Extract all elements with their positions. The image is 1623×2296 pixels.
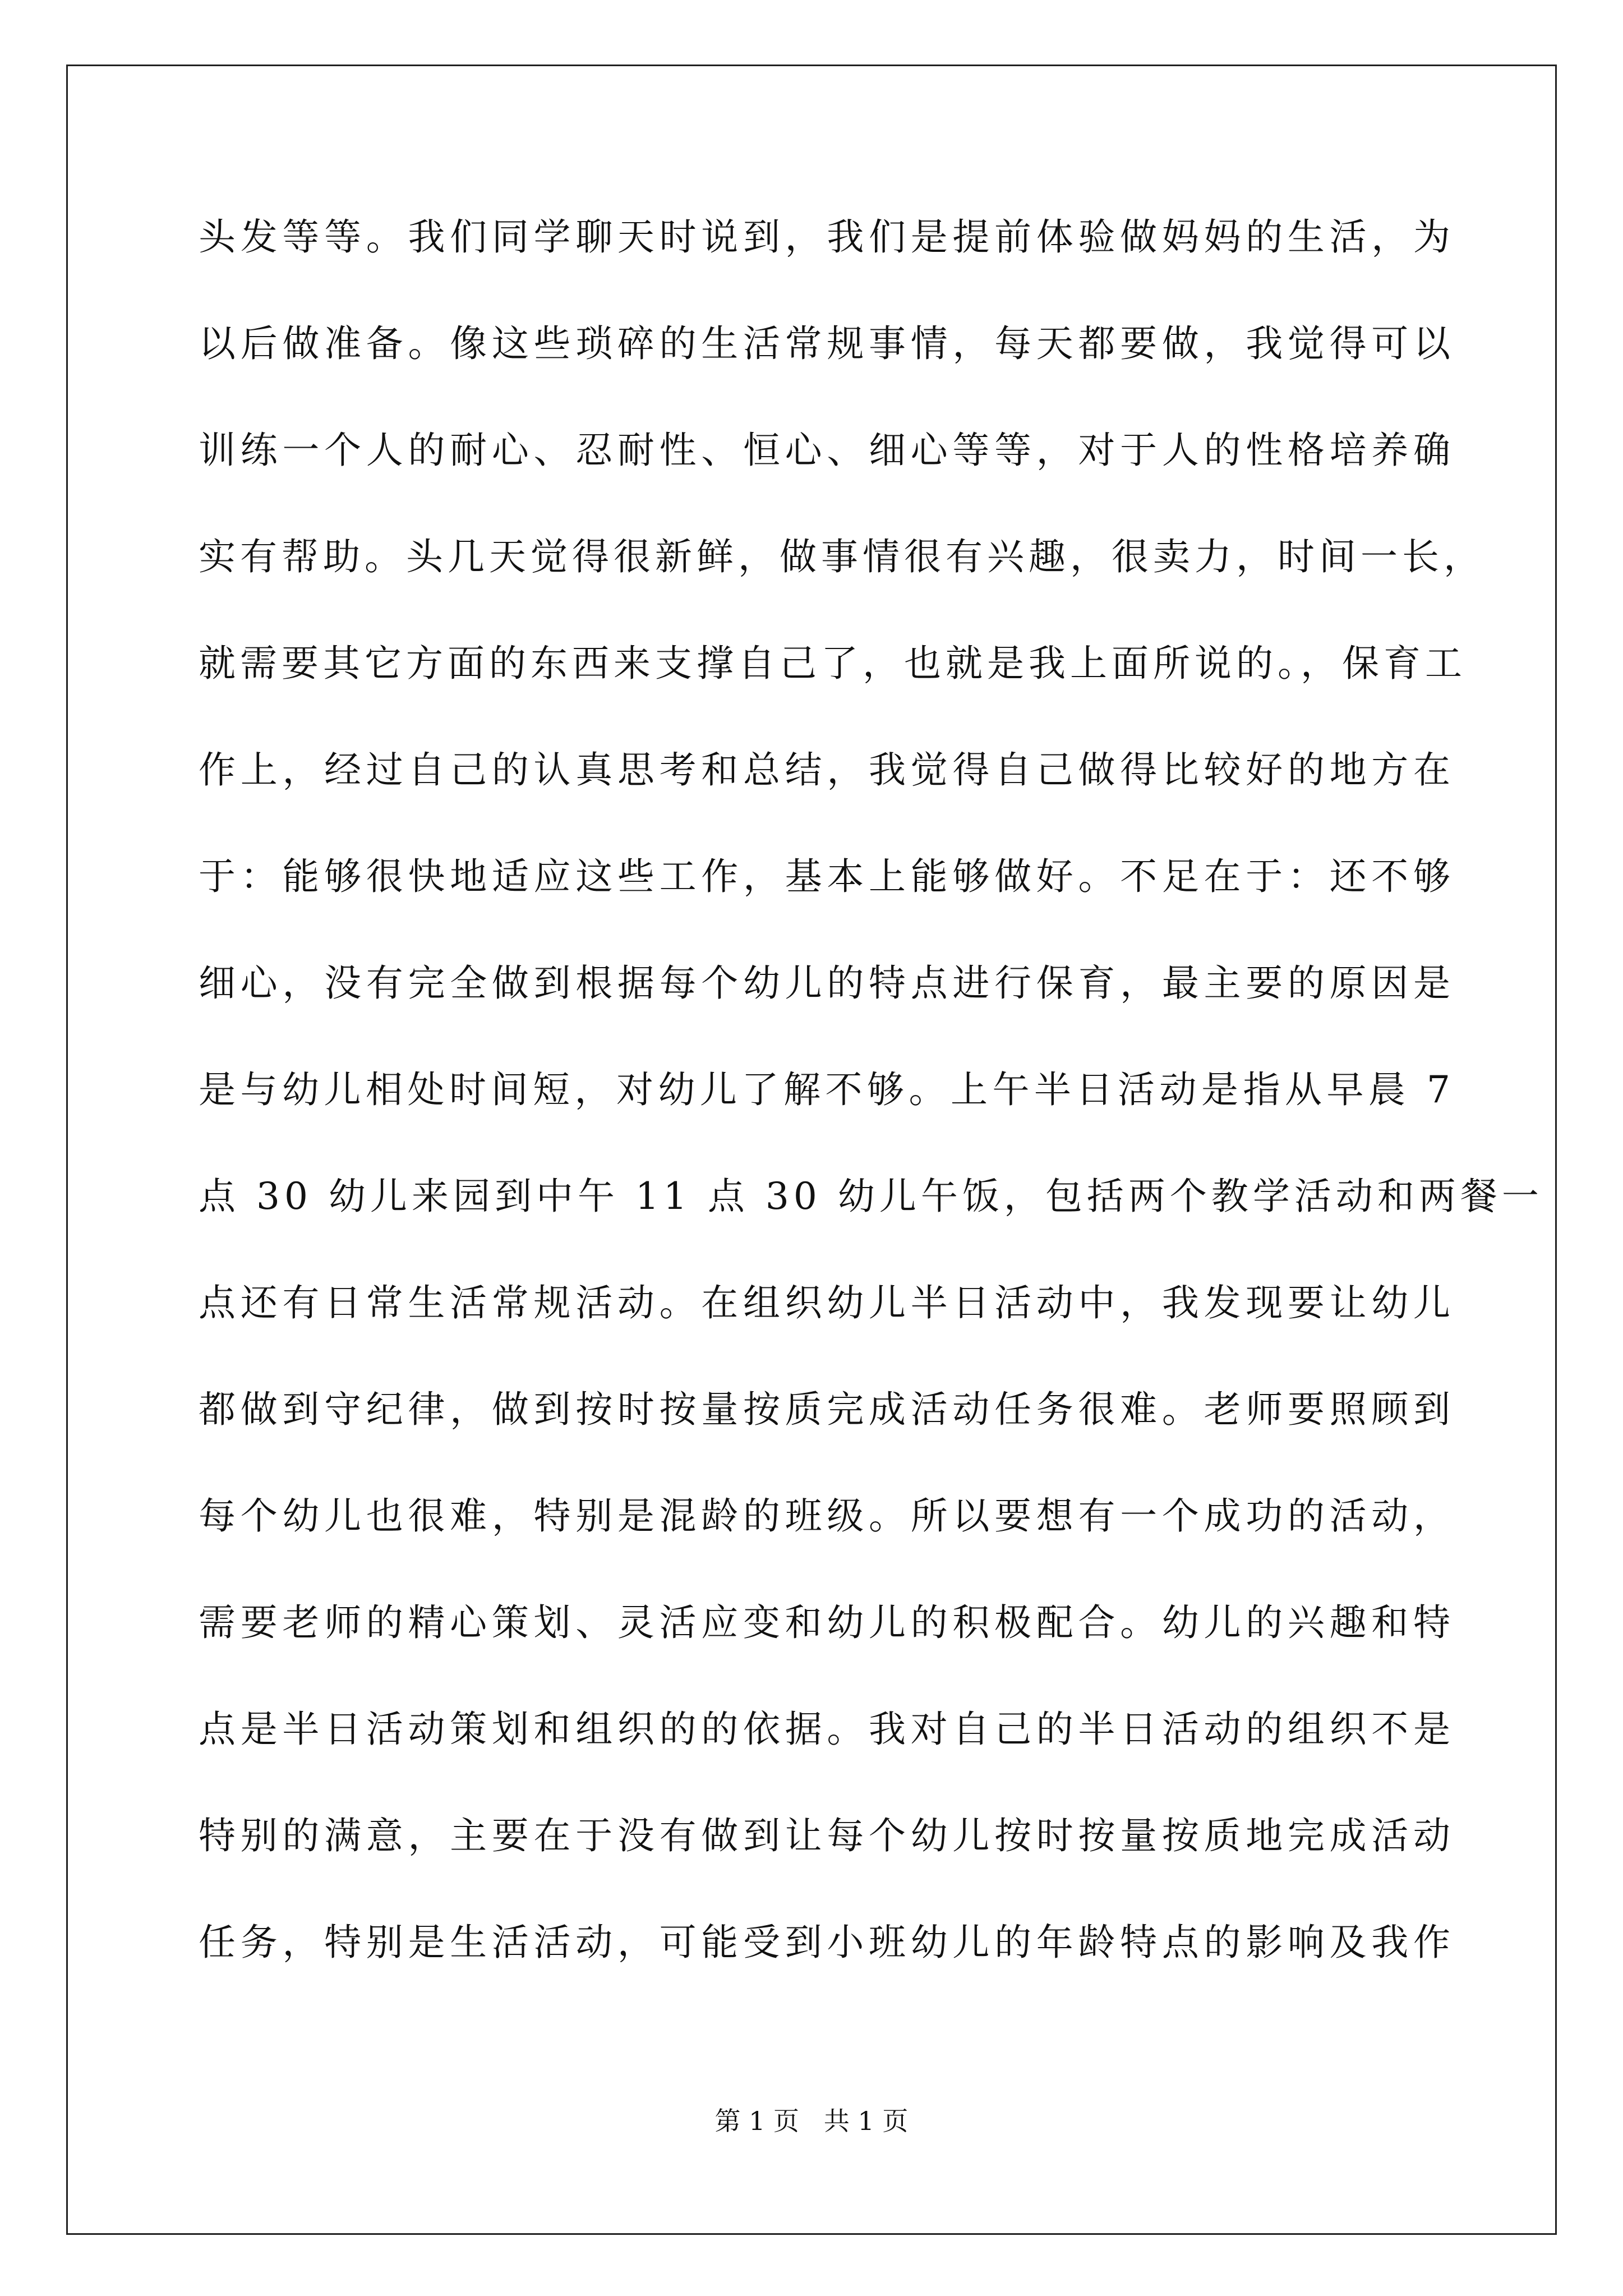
document-body — [199, 215, 1543, 2031]
text-line: 点还有日常生活常规活动。在组织幼儿半日活动中，我发现要让幼儿 — [199, 1281, 1455, 1324]
text-line: 头发等等。我们同学聊天时说到，我们是提前体验做妈妈的生活，为 — [199, 215, 1455, 259]
text-line: 于：能够很快地适应这些工作，基本上能够做好。不足在于：还不够 — [199, 855, 1455, 898]
text-line: 任务，特别是生活活动，可能受到小班幼儿的年龄特点的影响及我作 — [199, 1921, 1455, 1964]
text-line: 细心，没有完全做到根据每个幼儿的特点进行保育，最主要的原因是 — [199, 961, 1455, 1005]
text-line: 特别的满意，主要在于没有做到让每个幼儿按时按量按质地完成活动 — [199, 1814, 1455, 1857]
text-line: 以后做准备。像这些琐碎的生活常规事情，每天都要做，我觉得可以 — [199, 322, 1455, 365]
text-line: 作上，经过自己的认真思考和总结，我觉得自己做得比较好的地方在 — [199, 748, 1455, 792]
text-line: 点 30 幼儿来园到中午 11 点 30 幼儿午饭，包括两个教学活动和两餐一 — [199, 1175, 1543, 1218]
text-line: 点是半日活动策划和组织的的依据。我对自己的半日活动的组织不是 — [199, 1708, 1455, 1751]
text-line: 实有帮助。头几天觉得很新鲜，做事情很有兴趣，很卖力，时间一长， — [199, 535, 1485, 578]
text-line: 就需要其它方面的东西来支撑自己了，也就是我上面所说的。，保育工 — [199, 642, 1467, 685]
text-line: 都做到守纪律，做到按时按量按质完成活动任务很难。老师要照顾到 — [199, 1388, 1455, 1431]
text-line: 每个幼儿也很难，特别是混龄的班级。所以要想有一个成功的活动， — [199, 1494, 1455, 1538]
page-footer: 第 1 页 共 1 页 — [714, 2106, 909, 2136]
text-line: 训练一个人的耐心、忍耐性、恒心、细心等等，对于人的性格培养确 — [199, 429, 1455, 472]
text-line: 需要老师的精心策划、灵活应变和幼儿的积极配合。幼儿的兴趣和特 — [199, 1601, 1455, 1644]
text-line: 是与幼儿相处时间短，对幼儿了解不够。上午半日活动是指从早晨 7 — [199, 1068, 1455, 1111]
